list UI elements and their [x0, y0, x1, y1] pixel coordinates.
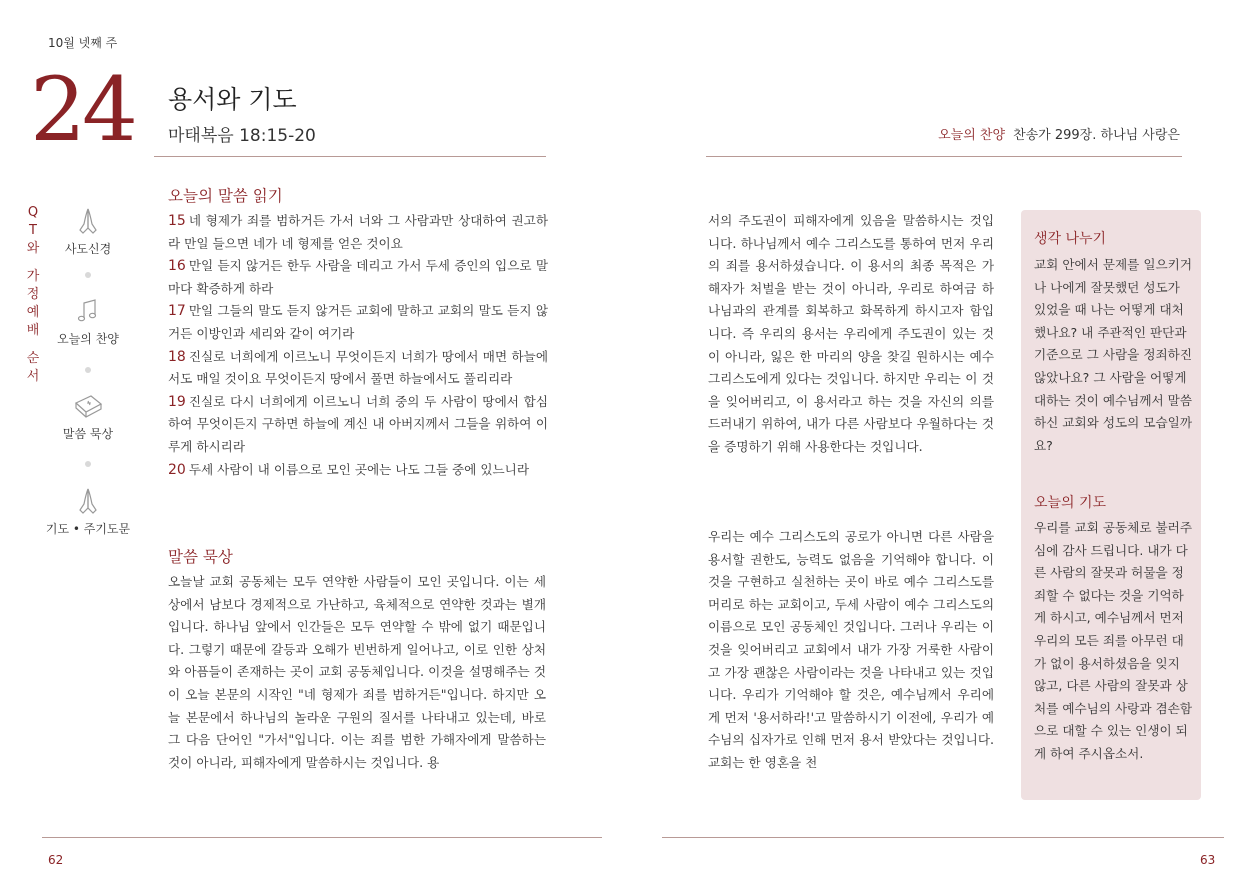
verse-text: 만일 그들의 말도 듣지 않거든 교회에 말하고 교회의 말도 듣지 않거든 이방인과 세리와 같이 여기라 — [168, 303, 548, 341]
page-number-right: 63 — [1200, 853, 1216, 867]
footer-rule-right — [662, 837, 1224, 838]
vtitle-char: 예 — [26, 305, 40, 320]
sidebar-item-meditation — [38, 391, 138, 442]
prayer-text: 우리를 교회 공동체로 불러주심에 감사 드립니다. 내가 다른 사람의 잘못과 허물을 정죄할 수 없다는 것을 기억하게 하시고, 예수님께서 먼저 우리의 모든 죄를 아무런 대가 없이 용서하셨음을 잊지 않고, 다른 사람의 잘못과 상처를 예수님의 사랑과 겸손함으로 대할 수 있는 인생이 되게 하여 주시옵소서. — [1034, 520, 1192, 761]
vtitle-char: T — [29, 223, 37, 238]
hymn-of-the-day — [938, 124, 1180, 143]
verse-number: 17 — [168, 303, 186, 320]
day-number: 24 — [30, 58, 134, 161]
meditation-paragraph-2: 우리는 예수 그리스도의 공로가 아니면 다른 사람을 용서할 권한도, 능력도 없음을 기억해야 합니다. 이것을 구현하고 실천하는 곳이 바로 예수 그리스도를 머리로 하는 교회이고, 두세 사람이 예수 그리스도의 이름으로 모인 공동체인 것입니다. 그러나 우리는 이것을 잊어버리고 교회에서 내가 가장 거룩한 사람이고 가장 괜찮은 사람이라는 것을 나타내고 있는 것입니다. 우리가 기억해야 할 것은, 예수님께서 우리에게 먼저 '용서하라!'고 말씀하시기 이전에, 우리가 예수님의 십자가로 인해 먼저 용서 받았다는 것입니다. 교회는 한 영혼을 천 — [708, 529, 994, 770]
meditation-paragraph: 오늘날 교회 공동체는 모두 연약한 사람들이 모인 곳입니다. 이는 세상에서 남보다 경제적으로 가난하고, 육체적으로 연약한 것과는 별개입니다. 하나님 앞에서 인간들은 모두 연약할 수 밖에 없기 때문입니다. 그렇기 때문에 갈등과 오해가 빈번하게 일어나고, 이로 인한 상처와 아픔들이 존재하는 곳이 교회 공동체입니다. 이것을 설명해주는 것이 오늘 본문의 시작인 "네 형제가 죄를 범하거든"입니다. 하지만 오늘 본문에서 하나님의 놀라운 구원의 질서를 나타내고 있는데, 바로 그 다음 단어인 "가서"입니다. 이는 죄를 범한 가해자에게 말씀하는 것이 아니라, 피해자에게 말씀하시는 것입니다. 용 — [168, 574, 546, 770]
share-text: 교회 안에서 문제를 일으키거나 나에게 잘못했던 성도가 있었을 때 나는 어떻게 대처했나요? 내 주관적인 판단과 기준으로 그 사람을 정죄하진 않았나요? 그 사람을 어떻게 대하는 것이 예수님께서 말씀하신 교회와 성도의 모습일까요? — [1034, 257, 1192, 453]
sidebar-item-label: 오늘의 찬양 — [57, 332, 119, 346]
vtitle-char: 서 — [26, 369, 40, 384]
sidebar-item-label: 사도신경 — [64, 242, 112, 256]
hymn-label: 오늘의 찬양 — [938, 128, 1006, 143]
hymn-title: 찬송가 299장. 하나님 사랑은 — [1013, 128, 1180, 143]
verse — [168, 303, 548, 341]
sidebar-dot — [85, 367, 91, 373]
share-heading: 생각 나누기 — [1034, 231, 1107, 247]
praying-hands-icon — [71, 486, 105, 516]
verse-text: 두세 사람이 내 이름으로 모인 곳에는 나도 그들 중에 있느니라 — [188, 461, 529, 477]
verse-text: 진실로 다시 너희에게 이르노니 너희 중의 두 사람이 땅에서 합심하여 무엇이든지 구하면 하늘에 계신 내 아버지께서 그들을 위하여 이루게 하시리라 — [168, 393, 548, 454]
prayer-heading: 오늘의 기도 — [1034, 495, 1107, 511]
praying-hands-icon — [71, 206, 105, 236]
reflection-box — [1021, 210, 1201, 800]
vtitle-char: Q — [27, 205, 39, 220]
verse-number: 16 — [168, 258, 186, 275]
meditation-heading: 말씀 묵상 — [168, 548, 233, 566]
vtitle-char: 배 — [26, 323, 40, 338]
sidebar-dot — [85, 272, 91, 278]
sidebar-item-label: 기도 • 주기도문 — [45, 522, 131, 536]
sidebar-item-hymn — [38, 296, 138, 347]
vtitle-char: 와 — [26, 241, 40, 256]
header-rule-right — [706, 156, 1182, 157]
vtitle-char: 순 — [26, 351, 40, 366]
vtitle-char: 가 — [26, 269, 40, 284]
verse-text: 진실로 너희에게 이르노니 무엇이든지 너희가 땅에서 매면 하늘에서도 매일 것이요 무엇이든지 땅에서 풀면 하늘에서도 풀리리라 — [168, 348, 548, 387]
verse-number: 19 — [168, 393, 186, 410]
verse — [168, 349, 548, 387]
verse-number: 20 — [168, 461, 186, 478]
reading-heading: 오늘의 말씀 읽기 — [168, 187, 283, 205]
page-number-left: 62 — [48, 853, 64, 867]
passage-reference: 마태복음 18:15-20 — [168, 126, 316, 146]
verse — [168, 213, 548, 251]
verse-text: 네 형제가 죄를 범하거든 가서 너와 그 사람과만 상대하여 권고하라 만일 들으면 네가 네 형제를 얻은 것이요 — [168, 213, 548, 251]
verse-number: 18 — [168, 348, 186, 365]
vtitle-gap — [24, 258, 42, 268]
sidebar-item-label: 말씀 묵상 — [62, 427, 114, 441]
bible-icon — [71, 391, 105, 421]
sidebar-item-creed — [38, 206, 138, 257]
verse — [168, 258, 548, 296]
verse — [168, 462, 529, 477]
page-title: 용서와 기도 — [168, 85, 297, 114]
week-label: 10월 넷째 주 — [48, 36, 118, 50]
music-note-icon — [71, 296, 105, 326]
header-rule-left — [154, 156, 546, 157]
footer-rule-left — [42, 837, 602, 838]
sidebar-dot — [85, 461, 91, 467]
verse — [168, 394, 548, 454]
sidebar-item-prayer — [38, 486, 138, 537]
meditation-continued: 서의 주도권이 피해자에게 있음을 말씀하시는 것입니다. 하나님께서 예수 그리스도를 통하여 먼저 우리의 죄를 용서하셨습니다. 이 용서의 최종 목적은 가해자가 처벌을 받는 것이 아니라, 우리로 하여금 하나님과의 관계를 회복하고 화목하게 하시고자 함입니다. 즉 우리의 용서는 우리에게 주도권이 있는 것이 아니라, 잃은 한 마리의 양을 찾길 원하시는 예수 그리스도에게 있다는 것입니다. 하지만 우리는 이 것을 잊어버리고, 이 용서라고 하는 것을 자신의 의를 드러내기 위하여, 내가 다른 사람보다 우월하다는 것을 증명하기 위해 사용한다는 것입니다. — [708, 213, 994, 454]
scripture-text — [168, 210, 548, 481]
verse-number: 15 — [168, 213, 186, 229]
vtitle-char: 정 — [26, 287, 40, 302]
verse-text: 만일 듣지 않거든 한두 사람을 데리고 가서 두세 증인의 입으로 말마다 확증하게 하라 — [168, 258, 548, 296]
